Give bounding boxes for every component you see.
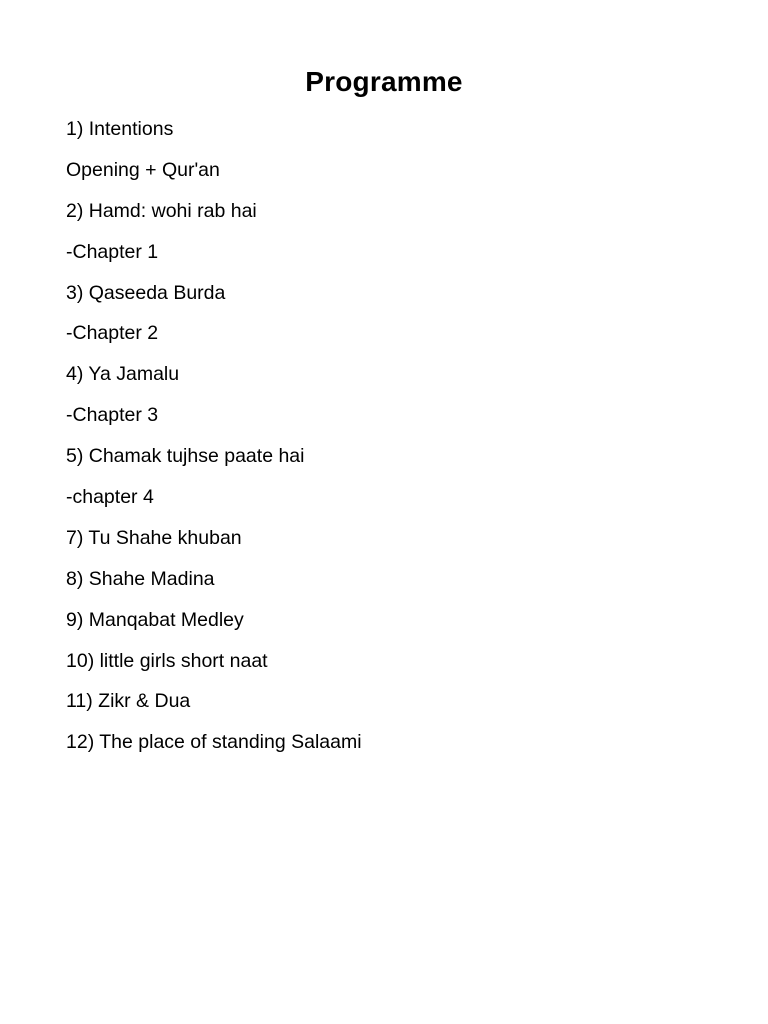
list-item: Opening + Qur'an (66, 158, 220, 181)
list-item: 1) Intentions (66, 118, 174, 140)
list-item: 10) little girls short naat (66, 649, 268, 672)
list-item: 9) Manqabat Medley (66, 608, 244, 631)
list-item: -chapter 4 (66, 486, 154, 509)
list-item: 5) Chamak tujhse paate hai (66, 445, 305, 468)
list-item: 2) Hamd: wohi rab hai (66, 199, 257, 222)
list-item: 7) Tu Shahe khuban (66, 526, 242, 549)
list-item: 8) Shahe Madina (66, 567, 215, 590)
list-item: -Chapter 1 (66, 240, 159, 263)
list-item: 12) The place of standing Salaami (66, 731, 362, 754)
list-item: 11) Zikr & Dua (66, 690, 191, 713)
programme-list (66, 116, 362, 770)
list-item: -Chapter 2 (66, 322, 159, 345)
list-item: 3) Qaseeda Burda (66, 281, 226, 304)
page-title: Programme (305, 66, 463, 97)
list-item: -Chapter 3 (66, 404, 159, 427)
list-item: 4) Ya Jamalu (66, 363, 180, 386)
